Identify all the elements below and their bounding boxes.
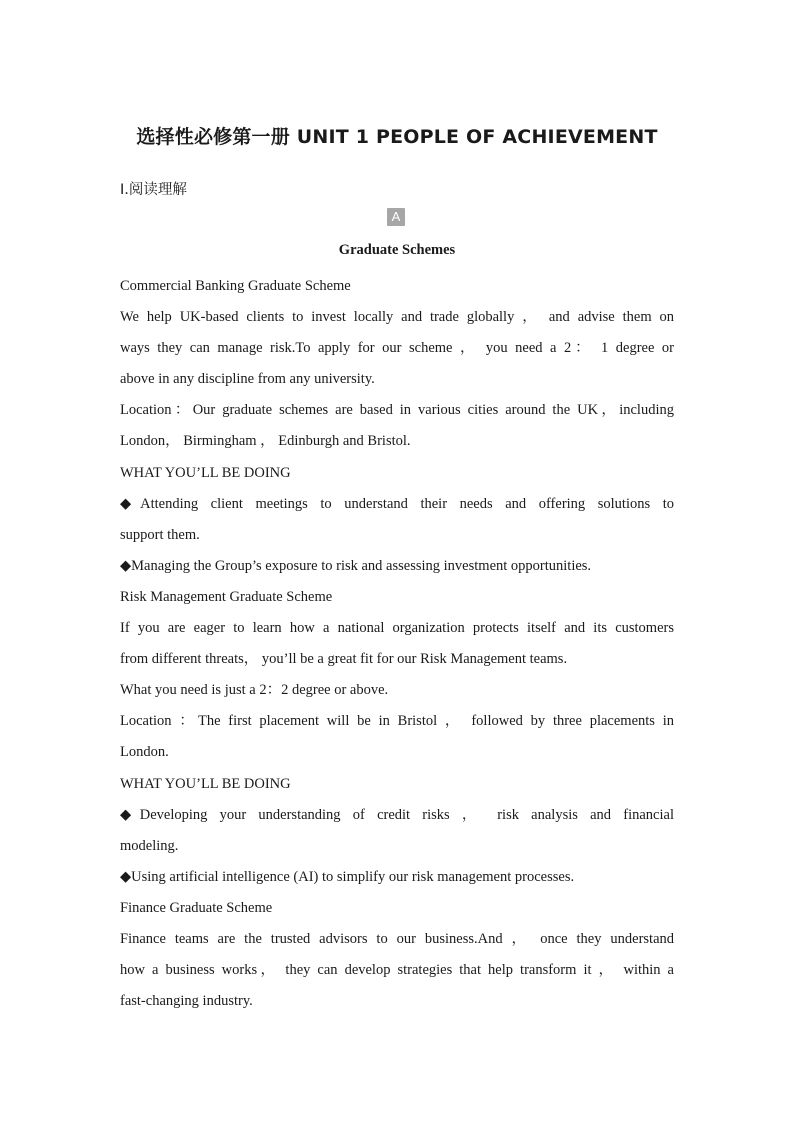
location-line: London， Birmingham ， Edinburgh and Bristol.	[120, 433, 411, 450]
scheme-heading-finance: Finance Graduate Scheme	[120, 899, 273, 916]
bullet-item: ◆Attending client meetings to understand their needs and offering solutions to	[120, 495, 674, 512]
subheading-what-youll-be-doing: WHAT YOU’LL BE DOING	[120, 464, 291, 481]
passage-label-badge: A	[387, 208, 405, 226]
section-heading: Ⅰ.阅读理解	[120, 182, 187, 198]
paragraph-line: from different threats， you’ll be a great fit for our Risk Management teams.	[120, 651, 568, 668]
paragraph-line: fast-changing industry.	[120, 993, 253, 1010]
paragraph-line: above in any discipline from any university.	[120, 371, 375, 388]
paragraph-line: Finance teams are the trusted advisors to our business.And ， once they understand	[120, 930, 674, 947]
passage-title: Graduate Schemes	[338, 242, 456, 258]
paragraph-line: how a business works， they can develop strategies that help transform it ， within a	[120, 962, 674, 979]
passage-body	[120, 271, 674, 1017]
page-title: 选择性必修第一册 UNIT 1 PEOPLE OF ACHIEVEMENT	[136, 126, 658, 148]
bullet-item-continued: modeling.	[120, 837, 179, 854]
paragraph-line: If you are eager to learn how a national organization protects itself and its customers	[120, 620, 674, 637]
location-line: Location ：The first placement will be in Bristol ， followed by three placements in	[120, 713, 674, 730]
scheme-heading-risk-management: Risk Management Graduate Scheme	[120, 588, 333, 605]
paragraph-line: We help UK-based clients to invest locally and trade globally ， and advise them on	[120, 309, 674, 326]
bullet-item: ◆Developing your understanding of credit risks ， risk analysis and financial	[120, 806, 674, 823]
location-line: London.	[120, 744, 169, 761]
scheme-heading-commercial-banking: Commercial Banking Graduate Scheme	[120, 278, 351, 294]
subheading-what-youll-be-doing: WHAT YOU’LL BE DOING	[120, 775, 291, 792]
paragraph-line: What you need is just a 2：2 degree or above.	[120, 682, 389, 699]
paragraph-line: ways they can manage risk.To apply for our scheme ， you need a 2： 1 degree or	[120, 340, 674, 357]
bullet-item: ◆Managing the Group’s exposure to risk and assessing investment opportunities.	[120, 557, 592, 574]
bullet-item-continued: support them.	[120, 526, 200, 543]
bullet-item: ◆Using artificial intelligence (AI) to simplify our risk management processes.	[120, 868, 575, 885]
location-line: Location：Our graduate schemes are based in various cities around the UK，including	[120, 402, 674, 419]
